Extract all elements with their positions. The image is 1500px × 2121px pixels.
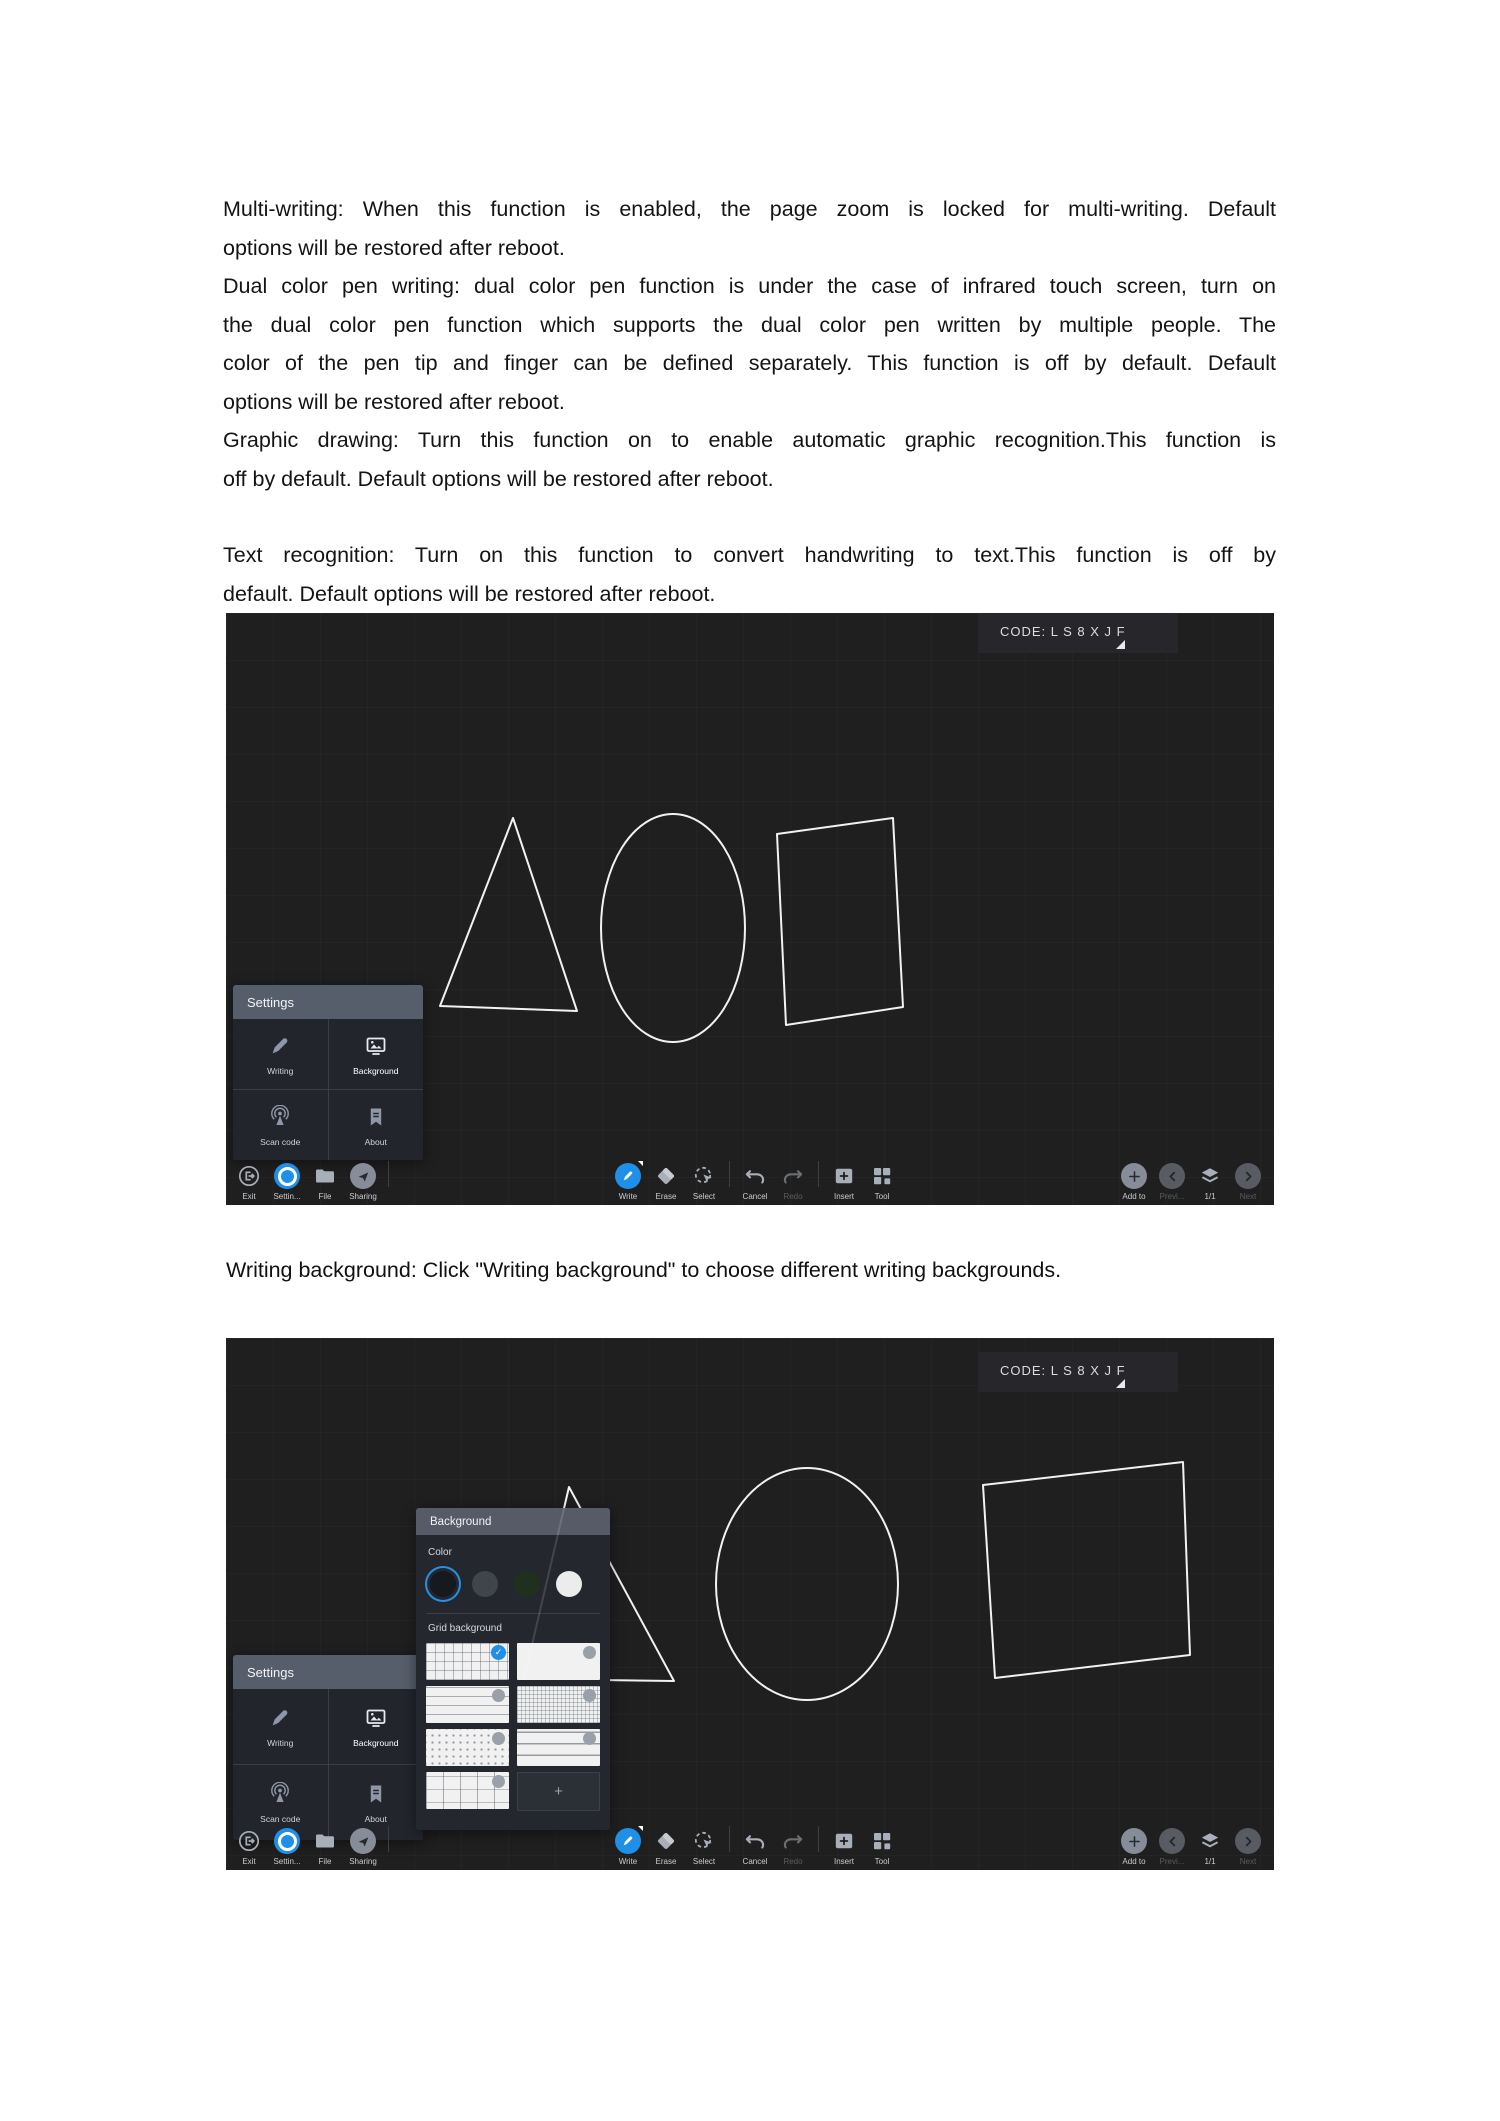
settings-item-label: Scan code — [260, 1814, 301, 1824]
toolbar-divider — [818, 1826, 819, 1852]
selected-check-icon: ✓ — [491, 1645, 506, 1660]
chevron-left-icon — [1159, 1163, 1185, 1189]
toolbar-button-label: Exit — [242, 1857, 256, 1866]
wide-lines-thumbnail[interactable] — [517, 1729, 600, 1766]
settings-item-label: Background — [353, 1738, 399, 1748]
resize-corner-icon — [1116, 640, 1125, 649]
toolbar-button-label: Next — [1239, 1857, 1257, 1866]
thumbnail-badge-icon — [492, 1732, 505, 1745]
toolbar-button-label: Cancel — [742, 1192, 768, 1201]
folder-icon — [312, 1163, 338, 1189]
session-code-label: CODE: L S 8 X J F — [1000, 1363, 1126, 1378]
grid-thumbnail[interactable] — [426, 1643, 509, 1680]
chevron-left-icon — [1159, 1828, 1185, 1854]
pen-icon — [615, 1163, 641, 1189]
toolbar-button-next[interactable] — [1229, 1163, 1267, 1201]
toolbar-button-settin[interactable] — [268, 1828, 306, 1866]
toolbar-button-select[interactable] — [685, 1163, 723, 1201]
select-icon — [691, 1828, 717, 1854]
toolbar-button-file[interactable] — [306, 1828, 344, 1866]
image-icon — [363, 1705, 389, 1731]
eraser-icon — [653, 1828, 679, 1854]
session-code-box[interactable] — [978, 613, 1178, 653]
toolbar-button-label: Add to — [1122, 1857, 1146, 1866]
body-text-line: Dual color pen writing: dual color pen function is under the case of infrared touch screen, turn on — [223, 274, 1276, 298]
fine-grid-thumbnail[interactable] — [517, 1686, 600, 1723]
body-text-line: the dual color pen function which supports the dual color pen written by multiple people. The — [223, 312, 1276, 337]
background-panel-title: Background — [416, 1508, 610, 1535]
drawn-square — [983, 1462, 1190, 1678]
toolbar-button-file[interactable] — [306, 1163, 344, 1201]
toolbar-button-label: 1/1 — [1204, 1192, 1216, 1201]
share-icon — [350, 1828, 376, 1854]
toolbar-button-settin[interactable] — [268, 1163, 306, 1201]
toolbar-button-label: Tool — [874, 1192, 890, 1201]
settings-item-label: Scan code — [260, 1136, 301, 1147]
settings-item-writing[interactable] — [233, 1689, 328, 1764]
settings-icon — [274, 1163, 300, 1189]
undo-icon — [742, 1163, 768, 1189]
layers-icon — [1197, 1163, 1223, 1189]
toolbar-button-label: Insert — [833, 1192, 854, 1201]
staff-thumbnail[interactable] — [426, 1772, 509, 1809]
toolbar-button-insert[interactable] — [825, 1163, 863, 1201]
redo-icon — [780, 1828, 806, 1854]
toolbar-button-tool[interactable] — [863, 1163, 901, 1201]
color-swatch-2[interactable] — [514, 1571, 540, 1597]
body-text-line: off by default. Default options will be restored after reboot. — [223, 466, 774, 491]
settings-panel — [233, 985, 423, 1160]
folder-icon — [312, 1828, 338, 1854]
drawn-triangle — [440, 818, 577, 1011]
thumbnail-badge-icon — [583, 1646, 596, 1659]
insert-icon — [831, 1163, 857, 1189]
chevron-right-icon — [1235, 1163, 1261, 1189]
pen-icon — [267, 1033, 293, 1059]
settings-item-background[interactable] — [329, 1689, 424, 1764]
body-text — [223, 190, 1276, 613]
body-text-line: Text recognition: Turn on this function to convert handwriting to text.This function is off by — [223, 543, 1276, 567]
whiteboard-screenshot-1 — [226, 613, 1274, 1205]
drawn-square — [777, 818, 903, 1025]
body-text-line: Multi-writing: When this function is enabled, the page zoom is locked for multi-writing. Default — [223, 197, 1276, 221]
toolbar-button-label: Redo — [783, 1192, 803, 1201]
toolbar-button-erase[interactable] — [647, 1828, 685, 1866]
toolbar-button-redo[interactable] — [774, 1163, 812, 1201]
tool-icon — [869, 1828, 895, 1854]
toolbar-divider — [388, 1161, 389, 1187]
toolbar-button-label: Erase — [655, 1192, 677, 1201]
layers-icon — [1197, 1828, 1223, 1854]
toolbar-button-1-1[interactable] — [1191, 1828, 1229, 1866]
thumbnail-badge-icon — [492, 1775, 505, 1788]
settings-item-background[interactable] — [329, 1019, 424, 1089]
toolbar-button-1-1[interactable] — [1191, 1163, 1229, 1201]
resize-corner-icon — [1116, 1379, 1125, 1388]
toolbar-button-label: Exit — [242, 1192, 256, 1201]
settings-item-label: About — [364, 1136, 387, 1147]
toolbar-button-add-to[interactable] — [1115, 1828, 1153, 1866]
select-icon — [691, 1163, 717, 1189]
toolbar-button-label: File — [318, 1192, 332, 1201]
add-icon — [1121, 1163, 1147, 1189]
settings-panel — [233, 1655, 423, 1840]
session-code-box[interactable] — [978, 1352, 1178, 1392]
toolbar-button-add-to[interactable] — [1115, 1163, 1153, 1201]
insert-icon — [831, 1828, 857, 1854]
toolbar-button-sharing[interactable] — [344, 1163, 382, 1201]
whiteboard-screenshot-2 — [226, 1338, 1274, 1870]
toolbar-button-previ[interactable] — [1153, 1163, 1191, 1201]
toolbar-button-label: Cancel — [742, 1857, 768, 1866]
add-thumbnail[interactable]: + — [517, 1772, 600, 1811]
broadcast-icon — [267, 1104, 293, 1130]
toolbar-button-tool[interactable] — [863, 1828, 901, 1866]
exit-icon — [236, 1828, 262, 1854]
toolbar-button-label: Sharing — [349, 1192, 377, 1201]
settings-item-about[interactable] — [329, 1090, 424, 1160]
lines-thumbnail[interactable] — [426, 1686, 509, 1723]
grid-section-label: Grid background — [428, 1623, 502, 1634]
color-swatch-1[interactable] — [472, 1571, 498, 1597]
settings-panel-title: Settings — [233, 985, 423, 1019]
broadcast-icon — [267, 1781, 293, 1807]
undo-icon — [742, 1828, 768, 1854]
toolbar-button-label: Write — [618, 1857, 638, 1866]
exit-icon — [236, 1163, 262, 1189]
toolbar-button-select[interactable] — [685, 1828, 723, 1866]
thumbnail-badge-icon — [583, 1732, 596, 1745]
toolbar-divider — [818, 1161, 819, 1187]
panel-divider — [426, 1613, 600, 1614]
toolbar-button-label: Write — [618, 1192, 638, 1201]
toolbar-button-write[interactable] — [609, 1163, 647, 1201]
toolbar-button-redo[interactable] — [774, 1828, 812, 1866]
pen-icon — [267, 1705, 293, 1731]
toolbar-button-exit[interactable] — [230, 1163, 268, 1201]
settings-item-writing[interactable] — [233, 1019, 328, 1089]
color-section-label: Color — [428, 1547, 452, 1558]
body-text-line: options will be restored after reboot. — [223, 389, 565, 414]
toolbar-button-label: 1/1 — [1204, 1857, 1216, 1866]
toolbar-button-write[interactable] — [609, 1828, 647, 1866]
toolbar-button-label: Add to — [1122, 1192, 1146, 1201]
toolbar-button-label: Erase — [655, 1857, 677, 1866]
background-panel — [416, 1508, 610, 1830]
tool-icon — [869, 1163, 895, 1189]
toolbar-button-label: Sharing — [349, 1857, 377, 1866]
toolbar-button-label: Settin... — [273, 1857, 301, 1866]
toolbar-button-label: Next — [1239, 1192, 1257, 1201]
dots-thumbnail[interactable] — [426, 1729, 509, 1766]
settings-item-label: Writing — [267, 1065, 294, 1076]
toolbar-button-insert[interactable] — [825, 1828, 863, 1866]
plain-thumbnail[interactable] — [517, 1643, 600, 1680]
toolbar-divider — [388, 1826, 389, 1852]
settings-item-label: About — [364, 1814, 387, 1824]
toolbar-button-exit[interactable] — [230, 1828, 268, 1866]
toolbar-button-label: Tool — [874, 1857, 890, 1866]
toolbar-button-label: Previ... — [1159, 1857, 1185, 1866]
body-text-line: options will be restored after reboot. — [223, 235, 565, 260]
settings-item-scan-code[interactable] — [233, 1090, 328, 1160]
drawn-circle — [601, 814, 745, 1042]
image-icon — [363, 1033, 389, 1059]
thumbnail-badge-icon — [583, 1689, 596, 1702]
add-icon — [1121, 1828, 1147, 1854]
toolbar-button-label: Select — [692, 1857, 716, 1866]
redo-icon — [780, 1163, 806, 1189]
toolbar-button-erase[interactable] — [647, 1163, 685, 1201]
toolbar-button-label: Previ... — [1159, 1192, 1185, 1201]
toolbar-button-label: Insert — [833, 1857, 854, 1866]
eraser-icon — [653, 1163, 679, 1189]
body-text-line: default. Default options will be restored after reboot. — [223, 581, 716, 606]
toolbar-button-label: Select — [692, 1192, 716, 1201]
thumbnail-badge-icon — [492, 1689, 505, 1702]
bookmark-icon — [363, 1104, 389, 1130]
paragraph-gap — [223, 498, 1276, 536]
settings-item-label: Background — [353, 1065, 399, 1076]
toolbar-divider — [729, 1161, 730, 1187]
figure-caption: Writing background: Click "Writing background" to choose different writing backgrounds. — [226, 1258, 1062, 1282]
toolbar-button-label: File — [318, 1857, 332, 1866]
settings-icon — [274, 1828, 300, 1854]
toolbar-button-cancel[interactable] — [736, 1828, 774, 1866]
share-icon — [350, 1163, 376, 1189]
toolbar-button-label: Settin... — [273, 1192, 301, 1201]
drawn-circle — [716, 1468, 898, 1700]
body-text-line: color of the pen tip and finger can be defined separately. This function is off by default. Default — [223, 351, 1276, 375]
chevron-right-icon — [1235, 1828, 1261, 1854]
color-swatch-3[interactable] — [556, 1571, 582, 1597]
toolbar-button-previ[interactable] — [1153, 1828, 1191, 1866]
bookmark-icon — [363, 1781, 389, 1807]
toolbar-button-next[interactable] — [1229, 1828, 1267, 1866]
settings-item-label: Writing — [267, 1738, 294, 1748]
pen-icon — [615, 1828, 641, 1854]
toolbar-divider — [729, 1826, 730, 1852]
body-text-line: Graphic drawing: Turn this function on to enable automatic graphic recognition.This function is — [223, 428, 1276, 452]
toolbar-button-label: Redo — [783, 1857, 803, 1866]
toolbar-button-cancel[interactable] — [736, 1163, 774, 1201]
session-code-label: CODE: L S 8 X J F — [1000, 624, 1126, 639]
color-swatch-0[interactable] — [430, 1571, 456, 1597]
settings-panel-title: Settings — [233, 1655, 423, 1689]
toolbar-button-sharing[interactable] — [344, 1828, 382, 1866]
